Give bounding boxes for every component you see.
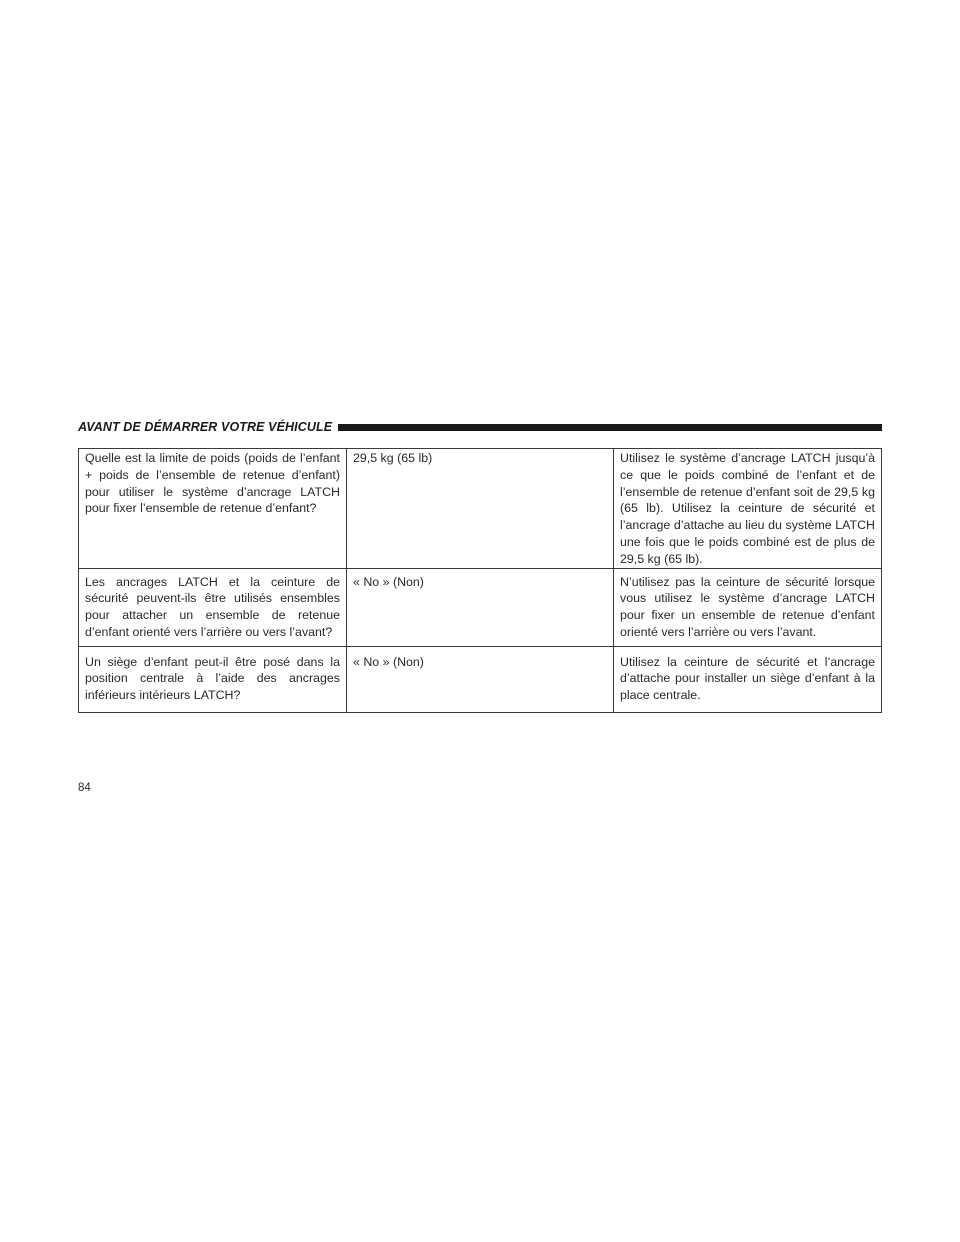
table-row bbox=[79, 646, 882, 712]
note-cell: Utilisez le système d’ancrage LATCH jusqu’à ce que le poids combiné de l’enfant et de l’ensemble de retenue d’enfant soit de 29,5 kg (65 lb). Utilisez la ceinture de sécurité et l’ancrage d’attache au lieu du système LATCH une fois que le poids combiné est de plus de 29,5 kg (65 lb). bbox=[614, 449, 882, 569]
latch-info-table bbox=[78, 448, 882, 713]
note-cell: Utilisez la ceinture de sécurité et l’ancrage d’attache pour installer un siège d’enfant à la place centrale. bbox=[614, 646, 882, 712]
note-cell: N’utilisez pas la ceinture de sécurité lorsque vous utilisez le système d’ancrage LATCH pour fixer un ensemble de retenue d’enfant orienté vers l’arrière ou vers l’avant. bbox=[614, 568, 882, 646]
table-row bbox=[79, 568, 882, 646]
answer-cell: 29,5 kg (65 lb) bbox=[347, 449, 614, 569]
question-cell: Un siège d’enfant peut-il être posé dans la position centrale à l’aide des ancrages inférieurs intérieurs LATCH? bbox=[79, 646, 347, 712]
section-header-bar bbox=[338, 424, 882, 431]
question-cell: Les ancrages LATCH et la ceinture de sécurité peuvent-ils être utilisés ensembles pour attacher un ensemble de retenue d’enfant orienté vers l’arrière ou vers l’avant? bbox=[79, 568, 347, 646]
answer-cell: « No » (Non) bbox=[347, 568, 614, 646]
question-cell: Quelle est la limite de poids (poids de l’enfant + poids de l’ensemble de retenue d’enfant) pour utiliser le système d’ancrage LATCH pour fixer l’ensemble de retenue d’enfant? bbox=[79, 449, 347, 569]
section-title: AVANT DE DÉMARRER VOTRE VÉHICULE bbox=[78, 420, 333, 434]
section-header bbox=[78, 418, 882, 436]
answer-cell: « No » (Non) bbox=[347, 646, 614, 712]
table-row bbox=[79, 449, 882, 569]
page-number: 84 bbox=[78, 782, 91, 794]
